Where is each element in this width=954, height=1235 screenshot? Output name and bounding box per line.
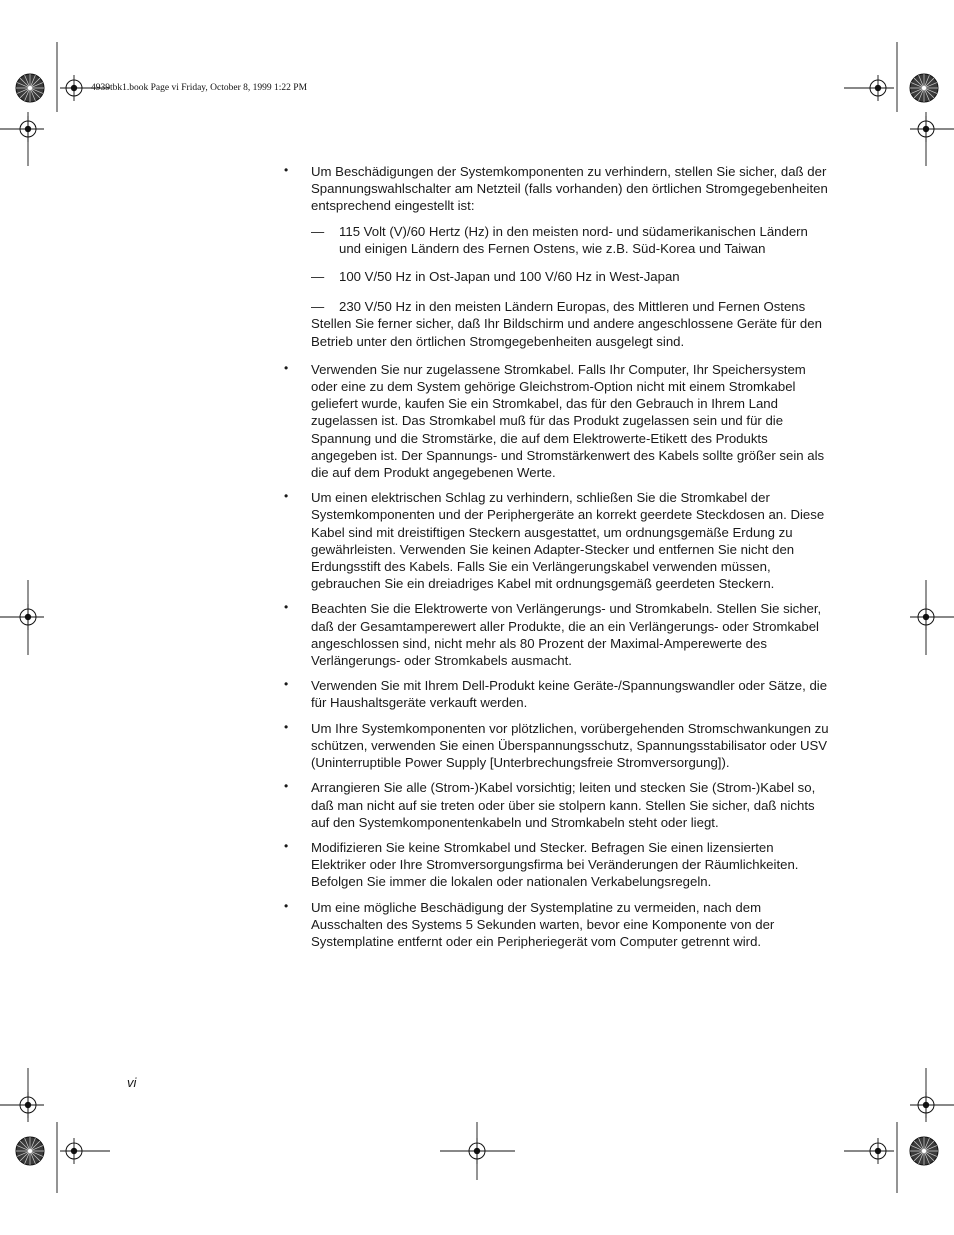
list-item — [284, 600, 829, 669]
registration-cross — [464, 1138, 490, 1164]
list-item-text: Um einen elektrischen Schlag zu verhindern, schließen Sie die Stromkabel der Systemkomponenten und der Periphergeräte an korrekt geerdete Steckdosen an. Diese Kabel sind mit dreistiftigen Steckern ausgestattet, um ordnungsgemäße Erdung zu gewährleisten. Verwenden Sie keinen Adapter-Stecker und entfernen Sie nicht den Erdungsstift des Kabels. Falls Sie ein Verlängerungskabel verwenden müssen, gebrauchen Sie ein dreiadriges Kabel mit ordnungsgemäß geerdeten Steckern. — [311, 490, 825, 592]
registration-cross — [15, 604, 41, 630]
bullet-glyph: • — [284, 600, 289, 615]
star-target-top-right — [910, 74, 938, 102]
list-item — [284, 779, 829, 831]
registration-cross — [913, 1092, 939, 1118]
registration-cross — [865, 75, 891, 101]
list-item — [284, 899, 829, 951]
list-item-text: Um Ihre Systemkomponenten vor plötzlichen, vorübergehenden Stromschwankungen zu schützen, verwenden Sie einen Überspannungsschutz, Spannungsstabilisator oder USV (Uninterruptible Power Supply [Unterbrechungsfreie Stromversorgung]). — [311, 720, 829, 771]
list-item — [284, 720, 829, 772]
print-slug: 4939tbk1.book Page vi Friday, October 8, 1999 1:22 PM — [91, 83, 308, 93]
list-item-text: Um eine mögliche Beschädigung der Systemplatine zu vermeiden, nach dem Ausschalten des Systems 5 Sekunden warten, bevor eine Komponente von der Systemplatine entfernt oder ein Peripheriegerät vom Computer getrennt wird. — [311, 899, 775, 949]
dash-glyph: — — [311, 299, 325, 315]
sub-list-item — [311, 223, 829, 257]
registration-cross — [61, 1138, 87, 1164]
list-item — [284, 163, 829, 350]
list-item — [284, 489, 829, 592]
star-target-top-left — [16, 74, 44, 102]
sub-list-item-text: 230 V/50 Hz in den meisten Ländern Europas, des Mittleren und Fernen Ostens — [339, 299, 806, 315]
sub-list-item — [311, 268, 829, 285]
list-item-text: Beachten Sie die Elektrowerte von Verlängerungs- und Stromkabeln. Stellen Sie sicher, daß der Gesamtamperewert aller Produkte, die an ein Verlängerungs- oder Stromkabel angeschlossen sind, nicht mehr als 80 Prozent der Maximal-Amperewerte des Verlängerungs- oder Stromkabels ausmacht. — [311, 601, 822, 669]
star-target-bottom-right — [910, 1137, 938, 1165]
sub-list-item-text: 100 V/50 Hz in Ost-Japan und 100 V/60 Hz in West-Japan — [339, 269, 680, 285]
bullet-glyph: • — [284, 163, 289, 177]
bullet-glyph: • — [284, 489, 289, 504]
dash-glyph: — — [311, 269, 325, 285]
list-item — [284, 361, 829, 481]
list-item-text: Arrangieren Sie alle (Strom-)Kabel vorsichtig; leiten und stecken Sie (Strom-)Kabel so, daß man nicht auf sie treten oder über sie stolpern kann. Stellen Sie sicher, daß nichts auf den Systemkomponentenkabeln und Stromkabeln steht oder liegt. — [311, 780, 816, 830]
list-item — [284, 677, 829, 711]
bullet-glyph: • — [284, 677, 289, 692]
bullet-glyph: • — [284, 360, 289, 375]
registration-cross — [15, 1092, 41, 1118]
sub-list-item-text: 115 Volt (V)/60 Hertz (Hz) in den meisten nord- und südamerikanischen Ländern und einigen Ländern des Fernen Ostens, wie z.B. Süd-Korea und Taiwan — [339, 223, 808, 256]
list-item-text: Um Beschädigungen der Systemkomponenten zu verhindern, stellen Sie sicher, daß der Spannungswahlschalter am Netzteil (falls vorhanden) den örtlichen Stromgegebenheiten entsprechend eingestellt ist: — [311, 164, 828, 214]
list-item-text: Modifizieren Sie keine Stromkabel und Stecker. Befragen Sie einen lizensierten Elektriker oder Ihre Stromversorgungsfirma bei Veränderungen der Räumlichkeiten. Befolgen Sie immer die lokalen oder nationalen Verkabelungsregeln. — [311, 839, 799, 890]
registration-cross — [865, 1138, 891, 1164]
bullet-glyph: • — [284, 898, 289, 913]
registration-cross — [913, 604, 939, 630]
registration-cross — [913, 116, 939, 142]
registration-cross — [61, 75, 87, 101]
bullet-glyph: • — [284, 779, 289, 794]
registration-cross — [15, 116, 41, 142]
sub-list-item — [311, 298, 829, 315]
list-item-note: Stellen Sie ferner sicher, daß Ihr Bildschirm und andere angeschlossene Geräte für den Betrieb unter den örtlichen Stromgegebenheiten ausgelegt sind. — [311, 316, 822, 349]
bullet-glyph: • — [284, 719, 289, 734]
dash-glyph: — — [311, 223, 325, 239]
page-number: vi — [127, 1075, 137, 1090]
list-item — [284, 839, 829, 891]
safety-instructions-list — [284, 163, 829, 958]
star-target-bottom-left — [16, 1137, 44, 1165]
list-item-text: Verwenden Sie nur zugelassene Stromkabel. Falls Ihr Computer, Ihr Speichersystem oder eine zu dem System gehörige Gleichstrom-Option nicht mit einem Stromkabel geliefert wurde, kaufen Sie ein Stromkabel, das für den Gebrauch in Ihrem Land zugelassen ist. Das Stromkabel muß für das Produkt zugelassen sein und für die Spannung und die Stromstärke, die auf dem Elektrowerte-Etikett des Produkts angegeben ist. Der Spannungs- und Stromstärkenwert des Kabels sollte größer sein als die auf dem Produkt angegebenen Werte. — [311, 361, 825, 481]
list-item-text: Verwenden Sie mit Ihrem Dell-Produkt keine Geräte-/Spannungswandler oder Sätze, die für Haushaltsgeräte verkauft werden. — [311, 678, 828, 711]
bullet-glyph: • — [284, 838, 289, 853]
